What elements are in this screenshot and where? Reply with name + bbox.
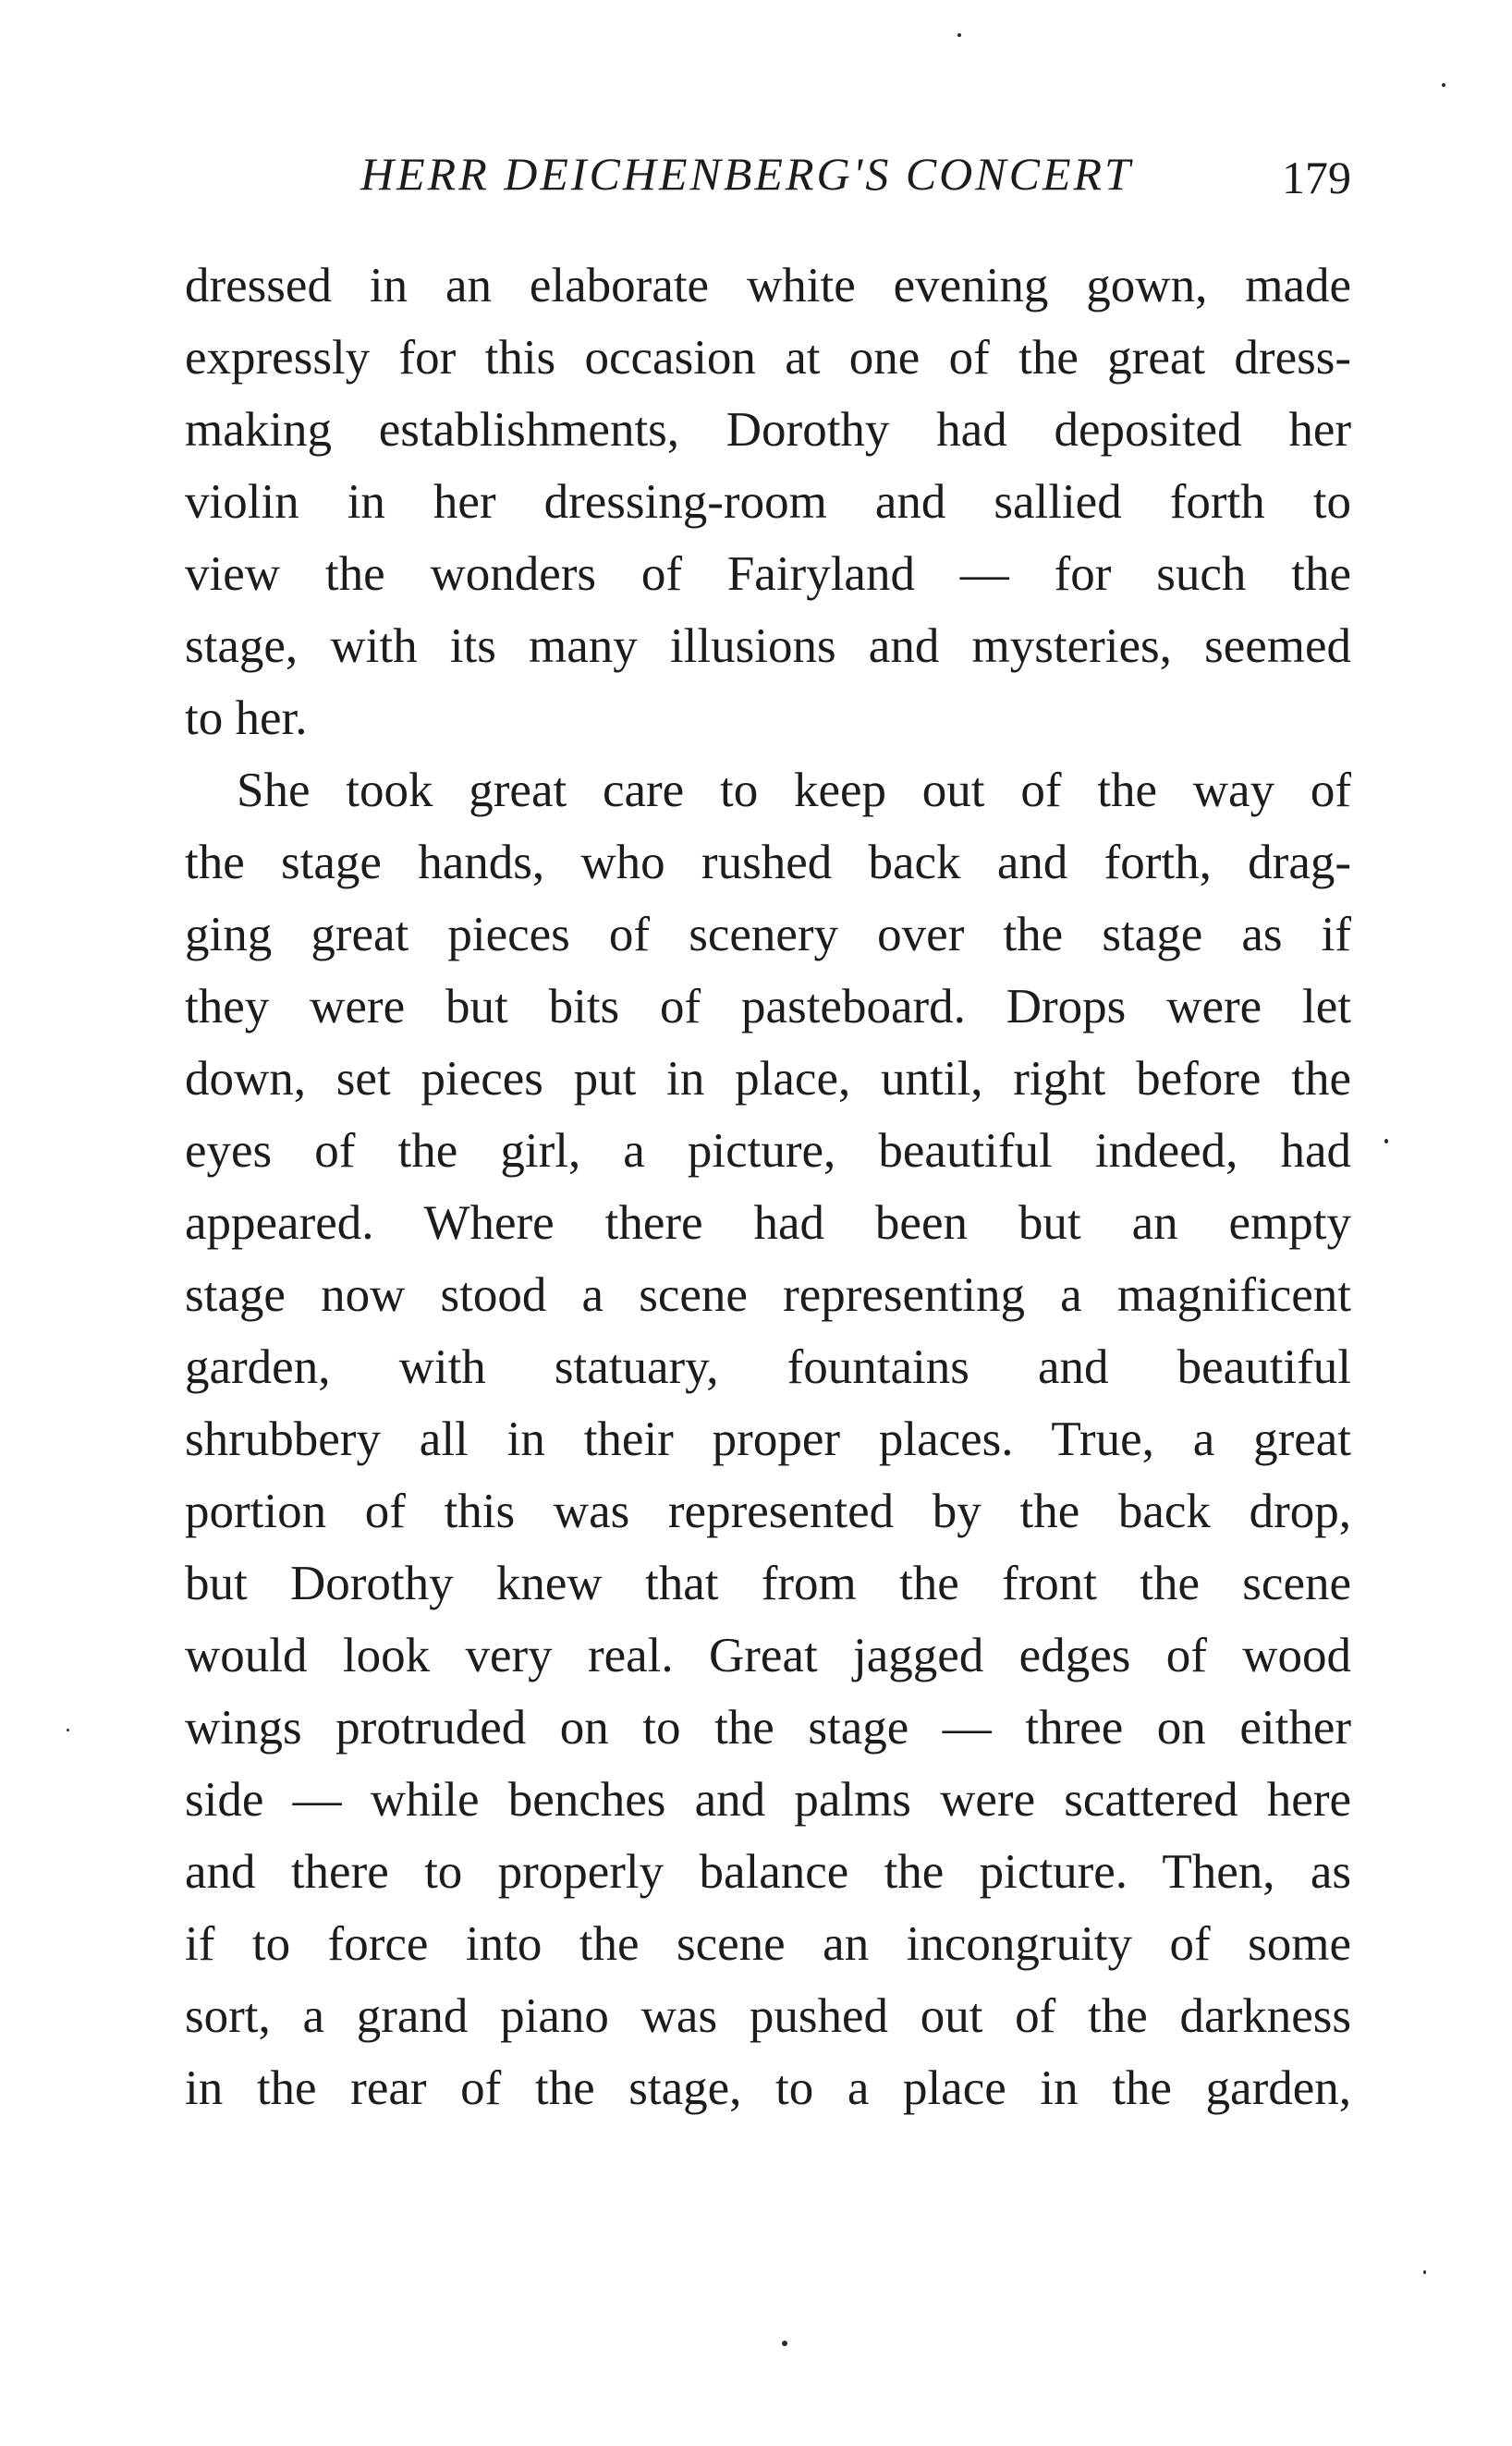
text-line: portion of this was represented by the back drop, xyxy=(185,1485,1351,1538)
text-line: sort, a grand piano was pushed out of the darkness xyxy=(185,1989,1351,2043)
text-line: and there to properly balance the picture. Then, as xyxy=(185,1845,1351,1899)
scan-speck xyxy=(1442,83,1445,87)
text-line: ging great pieces of scenery over the stage as if xyxy=(185,908,1351,961)
text-line: wings protruded on to the stage — three on either xyxy=(185,1701,1351,1755)
scan-speck xyxy=(1384,1139,1388,1144)
text-line: expressly for this occasion at one of the great dress- xyxy=(185,331,1351,385)
text-line: if to force into the scene an incongruity of some xyxy=(185,1917,1351,1971)
scan-speck xyxy=(67,1729,69,1731)
text-line: side — while benches and palms were scattered here xyxy=(185,1773,1351,1827)
text-line: down, set pieces put in place, until, right before the xyxy=(185,1052,1351,1106)
text-line: making establishments, Dorothy had deposited her xyxy=(185,403,1351,457)
scan-speck xyxy=(957,33,961,37)
text-line: shrubbery all in their proper places. True, a great xyxy=(185,1413,1351,1466)
text-line: view the wonders of Fairyland — for such the xyxy=(185,547,1351,601)
text-line: would look very real. Great jagged edges of wood xyxy=(185,1629,1351,1682)
running-head xyxy=(185,139,1351,213)
text-line: violin in her dressing-room and sallied forth to xyxy=(185,475,1351,529)
page-number: 179 xyxy=(1282,152,1351,203)
text-line: eyes of the girl, a picture, beautiful indeed, had xyxy=(185,1124,1351,1178)
text-line: stage now stood a scene representing a magnificent xyxy=(185,1268,1351,1322)
body-text xyxy=(185,250,1351,2124)
text-line: She took great care to keep out of the way of xyxy=(237,764,1351,817)
scan-speck xyxy=(1423,2270,1426,2274)
text-line: stage, with its many illusions and mysteries, seemed xyxy=(185,619,1351,673)
text-line: they were but bits of pasteboard. Drops were let xyxy=(185,980,1351,1033)
text-line: to her. xyxy=(185,691,308,745)
text-line: appeared. Where there had been but an empty xyxy=(185,1196,1351,1250)
text-line: dressed in an elaborate white evening gown, made xyxy=(185,259,1351,312)
text-line: but Dorothy knew that from the front the scene xyxy=(185,1557,1351,1610)
text-line: the stage hands, who rushed back and forth, drag- xyxy=(185,836,1351,889)
text-line: in the rear of the stage, to a place in the garden, xyxy=(185,2061,1351,2115)
running-title: HERR DEICHENBERG'S CONCERT xyxy=(360,148,1133,200)
scan-speck xyxy=(782,2341,787,2346)
text-line: garden, with statuary, fountains and beautiful xyxy=(185,1340,1351,1394)
